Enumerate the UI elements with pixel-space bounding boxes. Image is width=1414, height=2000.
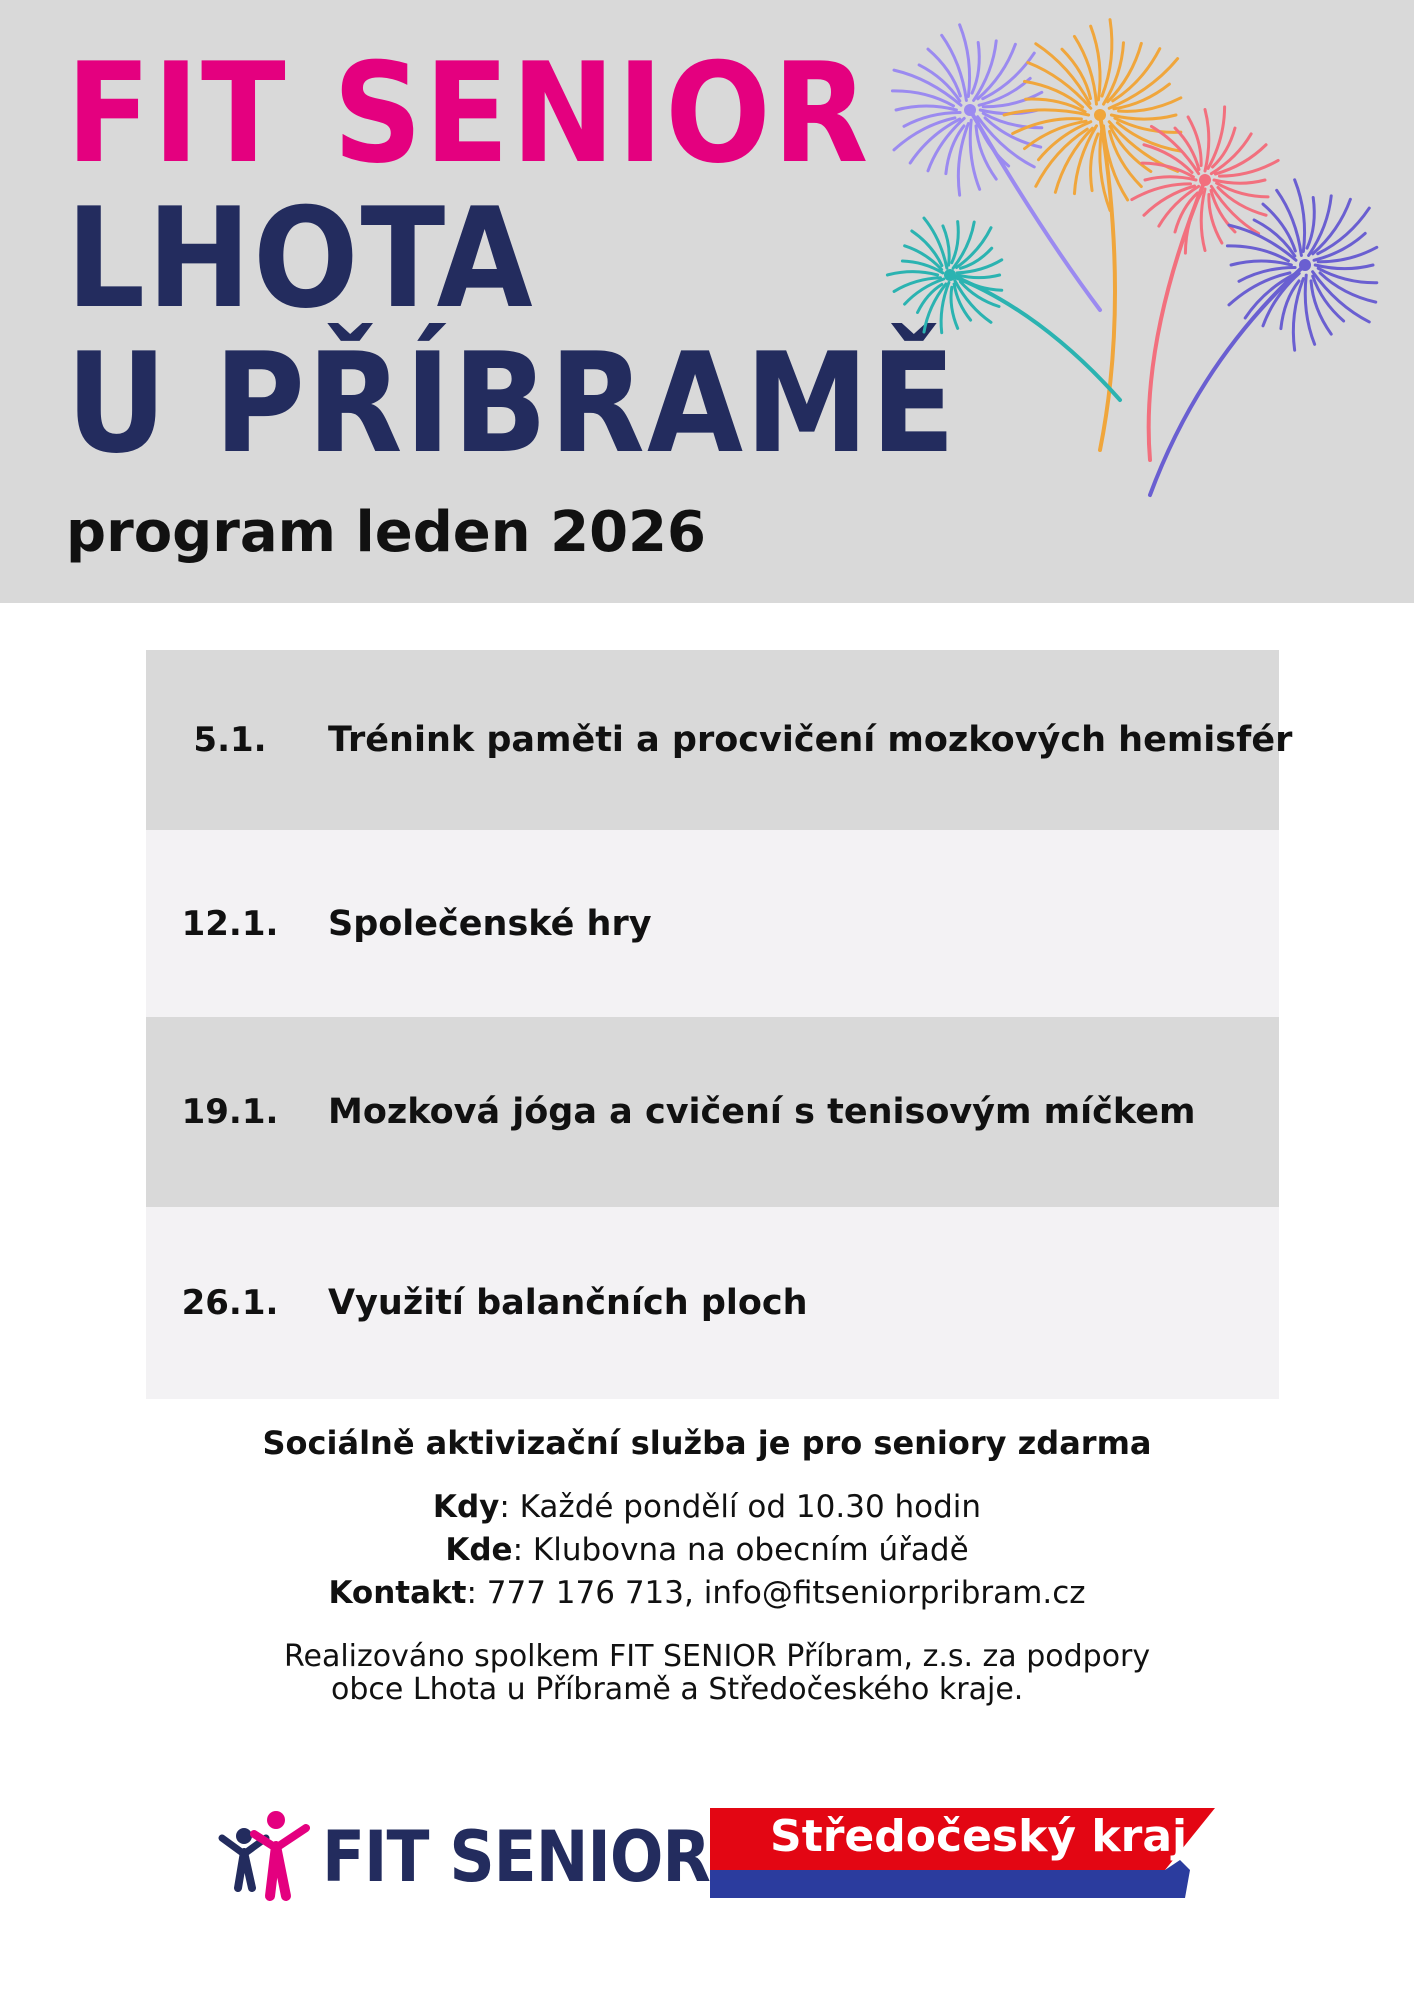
realized-line-2: obce Lhota u Příbramě a Středočeského kraje. <box>331 1672 1024 1707</box>
firework-ray <box>1305 275 1314 344</box>
firework-violet-icon <box>1150 265 1305 495</box>
contact-value: : 777 176 713, info@fitseniorpribram.cz <box>466 1575 1086 1611</box>
where-value: : Klubovna na obecním úřadě <box>512 1532 969 1568</box>
where-label: Kde <box>445 1532 513 1568</box>
fit-senior-logo <box>214 1808 710 1908</box>
when-line <box>0 1489 1414 1525</box>
program-activity: Využití balančních ploch <box>328 1283 808 1323</box>
firework-center <box>1299 259 1311 271</box>
contact-label: Kontakt <box>328 1575 467 1611</box>
fireworks-illustration <box>840 0 1414 520</box>
firework-center <box>1199 174 1211 186</box>
when-value: : Každé pondělí od 10.30 hodin <box>499 1489 982 1525</box>
firework-ray <box>972 42 979 93</box>
program-row <box>146 1017 1279 1207</box>
realized-line-1: Realizováno spolkem FIT SENIOR Příbram, z.s. za podpory <box>284 1639 1151 1674</box>
firework-ray <box>1307 197 1314 248</box>
program-row <box>146 830 1279 1017</box>
title-line-3: U PŘÍBRAMĚ <box>66 323 958 484</box>
firework-ray <box>1145 177 1196 180</box>
firework-ray <box>1214 180 1265 183</box>
firework-center <box>964 104 976 116</box>
firework-ray <box>887 272 937 275</box>
program-subtitle: program leden 2026 <box>66 500 706 565</box>
free-service-note: Sociálně aktivizační služba je pro seniory zdarma <box>262 1424 1152 1462</box>
contact-line <box>0 1575 1414 1611</box>
firework-ray <box>957 275 999 278</box>
firework-ray <box>1213 128 1236 167</box>
firework-ray <box>1218 188 1266 216</box>
firework-ray <box>952 222 959 263</box>
program-activity: Společenské hry <box>328 903 652 944</box>
realized-note <box>284 1640 1264 1706</box>
firework-ray <box>1201 189 1205 251</box>
program-date: 5.1. <box>193 720 267 760</box>
program-activity: Mozková jóga a cvičení s tenisovým míčkem <box>328 1092 1196 1132</box>
firework-ray <box>1111 115 1176 119</box>
title-line-1: FIT SENIOR <box>66 33 871 194</box>
title-line-2: LHOTA <box>66 178 535 339</box>
program-date: 19.1. <box>181 1092 279 1132</box>
stredocesky-kraj-logo <box>710 1808 1220 1904</box>
where-line <box>0 1532 1414 1568</box>
firework-ray <box>1313 276 1344 321</box>
firework-ray <box>970 120 979 189</box>
program-date: 12.1. <box>181 903 279 944</box>
header <box>0 0 1414 603</box>
firework-ray <box>1320 273 1376 302</box>
when-label: Kdy <box>432 1489 500 1525</box>
firework-center <box>1094 109 1106 121</box>
fit-senior-logo-text: FIT SENIOR <box>322 1816 710 1898</box>
program-row <box>146 1207 1279 1399</box>
firework-ray <box>1024 81 1082 107</box>
firework-ray <box>1315 265 1373 269</box>
program-table <box>146 650 1293 1399</box>
people-figures-icon <box>214 1808 314 1908</box>
firework-center <box>944 269 956 281</box>
program-date: 26.1. <box>181 1283 279 1323</box>
program-row <box>146 650 1293 830</box>
firework-ray <box>1102 20 1112 97</box>
stredocesky-kraj-logo-text: Středočeský kraj <box>770 1811 1188 1862</box>
firework-ray <box>1231 261 1291 265</box>
firework-ray <box>1208 107 1224 169</box>
firework-ray <box>1205 110 1209 172</box>
firework-ray <box>1091 134 1098 191</box>
firework-ray <box>896 106 956 110</box>
program-activity: Trénink paměti a procvičení mozkových hemisfér <box>328 720 1293 760</box>
